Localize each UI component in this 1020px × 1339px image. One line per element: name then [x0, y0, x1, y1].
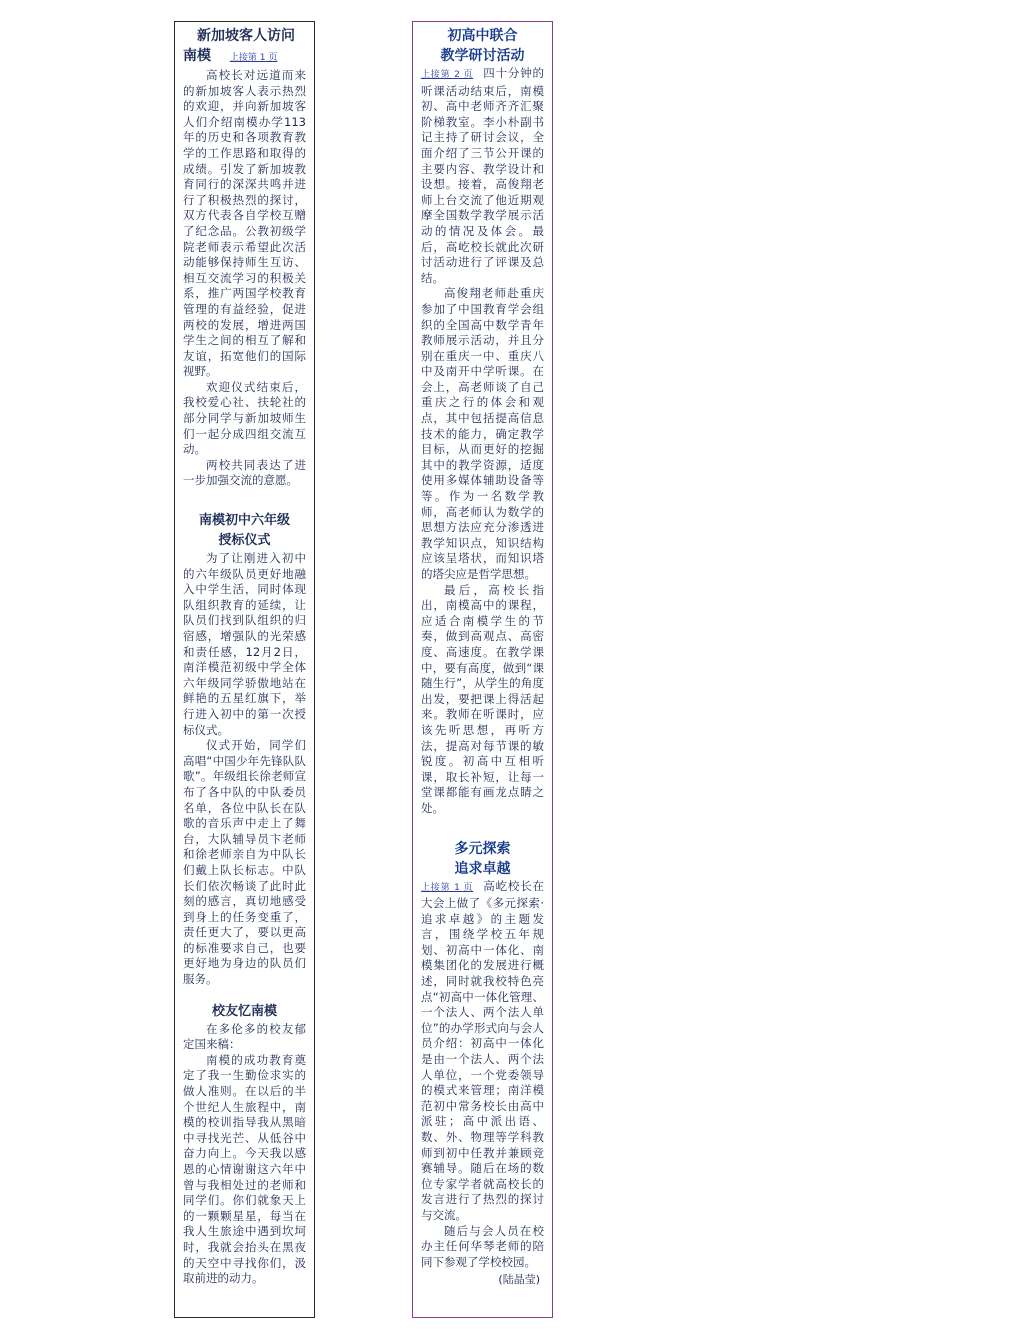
paragraph: 高俊翔老师赴重庆参加了中国教育学会组织的全国高中数学青年教师展示活动，并且分别在重庆一中、重庆八中及南开中学听课。在会上，高老师谈了自己重庆之行的体会和观点，其中包括提高信息技术的能力，确定教学目标，从而更好的挖掘其中的教学资源，适度使用多媒体辅助设备等等。作为一名数学教师，高老师认为数学的思想方法应充分渗透进教学知识点，知识结构应该呈塔状，而知识塔的塔尖应是哲学思想。 — [421, 286, 544, 581]
paragraph: 为了让刚进入初中的六年级队员更好地融入中学生活，同时体现队组织教育的延续，让队员们找到队组织的归宿感，增强队的光荣感和责任感，12月2日，南洋模范初级中学全体六年级同学骄傲地站在鲜艳的五星红旗下，举行进入初中的第一次授标仪式。 — [183, 551, 306, 737]
paragraph: 最后，高校长指出，南模高中的课程，应适合南模学生的节奏，做到高观点、高密度、高速度。在教学课中，要有高度，做到“课随生行”，从学生的角度出发，要把课上得活起来。教师在听课时，应该先听思想，再听方法，提高对每节课的敏锐度。初高中互相听课，取长补短，让每一堂课都能有画龙点睛之处。 — [421, 582, 544, 815]
title-line-1: 多元探索 — [454, 840, 511, 857]
article-title-joint-teaching — [421, 26, 544, 66]
title-line-1: 初高中联合 — [447, 28, 518, 44]
article-title-singapore-visit — [183, 26, 306, 46]
title-line-2: 南模 — [183, 48, 211, 64]
title-line-2: 授标仪式 — [218, 533, 271, 549]
paragraph: 欢迎仪式结束后，我校爱心社、扶轮社的部分同学与新加坡师生们一起分成四组交流互动。 — [183, 379, 306, 457]
lead-paragraph — [421, 66, 544, 286]
lead-text: 四十分钟的听课活动结束后，南模初、高中老师齐齐汇聚阶梯教室。李小朴副书记主持了研讨会议，全面介绍了三节公开课的主要内容、教学设计和设想。接着，高俊翔老师上台交流了他近期观摩全国数学教学展示活动的情况及体会。最后，高屹校长就此次研讨活动进行了评课及总结。 — [421, 66, 544, 285]
lead-text: 高屹校长在大会上做了《多元探索·追求卓越》的主题发言，围绕学校五年规划、初高中一体化、南模集团化的发展进行概述，同时就我校特色亮点“初高中一体化管理、一个法人、两个法人单位”的办学形式向与会人员介绍：初高中一体化是由一个法人、两个法人单位，一个党委领导的模式来管理；南洋模范初中常务校长由高中派驻；高中派出语、数、外、物理等学科教师到初中任教并兼顾竞赛辅导。随后在场的数位专家学者就高校长的发言进行了热烈的探讨与交流。 — [421, 878, 544, 1222]
paragraph: 高校长对远道而来的新加坡客人表示热烈的欢迎，并向新加坡客人们介绍南模办学113年的历史和各项教育教学的工作思路和取得的成绩。引发了新加坡教育同行的深深共鸣并进行了积极热烈的探讨，双方代表各自学校互赠了纪念品。公教初级学院老师表示希望此次活动能够保持师生互访、相互交流学习的积极关系，推广两国学校教育管理的有益经验，促进两校的发展，增进两国学生之间的相互了解和友谊，拓宽他们的国际视野。 — [183, 68, 306, 379]
article-title-grade6-ceremony — [183, 511, 306, 551]
jump-link-page-2[interactable]: 上接第 2 页 — [421, 70, 474, 80]
paragraph: 南模的成功教育奠定了我一生勤俭求实的做人准则。在以后的半个世纪人生旅程中，南模的校训指导我从黑暗中寻找光芒、从低谷中奋力向上。今天我以感恩的心情谢谢这六年中曾与我相处过的老师和同学们。你们就象天上的一颗颗星星，每当在我人生旅途中遇到坎坷时，我就会抬头在黑夜的天空中寻找你们，汲取前进的动力。 — [183, 1052, 306, 1286]
title-line-1: 南模初中六年级 — [198, 513, 290, 529]
lead-paragraph — [421, 879, 544, 1224]
left-column — [174, 21, 315, 1318]
title-line-1: 新加坡客人访问 — [197, 28, 295, 44]
article-title-diverse-exploration — [421, 839, 544, 879]
paragraph: 随后与会人员在校办主任何华琴老师的陪同下参观了学校校园。 — [421, 1223, 544, 1269]
jump-link-page-1[interactable]: 上接第 1 页 — [229, 53, 278, 63]
paragraph: 仪式开始，同学们高唱“中国少年先锋队队歌”。年级组长徐老师宣布了各中队的中队委员名单，各位中队长在队歌的音乐声中走上了舞台，大队辅导员卞老师和徐老师亲自为中队长们戴上队长标志。中队长们依次畅谈了此时此刻的感言，真切地感受到身上的任务变重了，责任更大了，要以更高的标准要求自己，也要更好地为身边的队员们服务。 — [183, 738, 306, 987]
title-line: 校友忆南模 — [211, 1003, 277, 1019]
title-line-2: 追求卓越 — [454, 860, 511, 877]
title-line-2: 教学研讨活动 — [440, 48, 525, 64]
paragraph: 在多伦多的校友郁定国来稿： — [183, 1021, 306, 1052]
article-title-singapore-visit-line2 — [183, 46, 306, 68]
jump-link-page-1[interactable]: 上接第 1 页 — [421, 882, 474, 893]
paragraph: 两校共同表达了进一步加强交流的意愿。 — [183, 457, 306, 488]
byline: (陆晶莹) — [498, 1273, 540, 1287]
right-column — [412, 21, 553, 1318]
article-title-alumni — [183, 1002, 306, 1022]
